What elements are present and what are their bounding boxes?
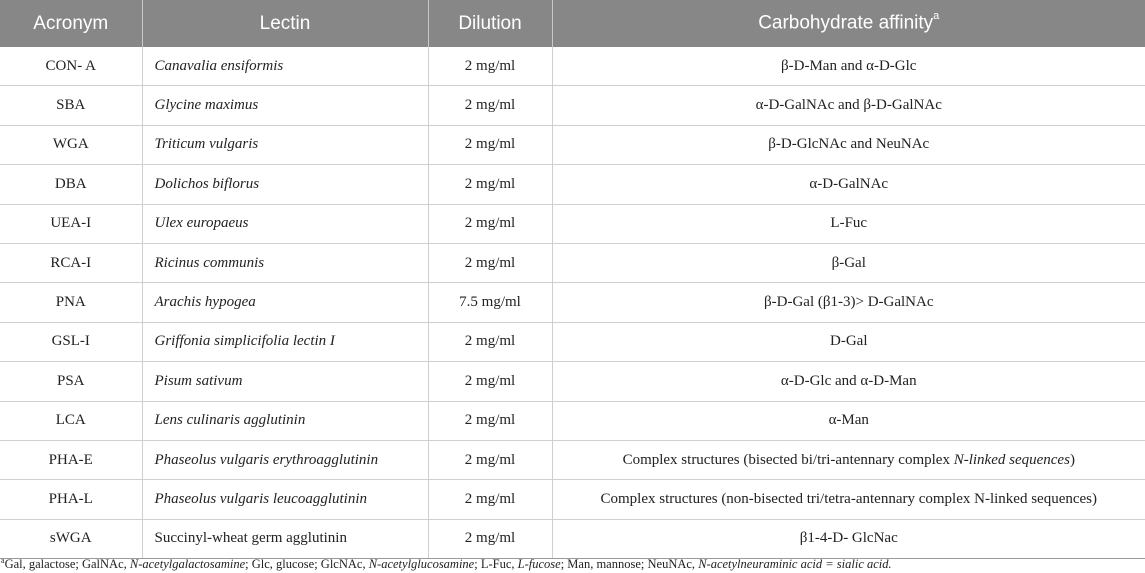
table-row bbox=[0, 125, 1145, 164]
acronym-cell: PSA bbox=[0, 362, 142, 401]
affinity-cell: β-D-Gal (β1-3)> D-GalNAc bbox=[552, 283, 1145, 322]
dilution-cell: 2 mg/ml bbox=[428, 86, 552, 125]
affinity-cell: α-D-GalNAc and β-D-GalNAc bbox=[552, 86, 1145, 125]
table-row bbox=[0, 86, 1145, 125]
table-row bbox=[0, 165, 1145, 204]
lectin-cell: Pisum sativum bbox=[142, 362, 428, 401]
table-row bbox=[0, 204, 1145, 243]
table-row bbox=[0, 480, 1145, 519]
footnote-term-italic: L-fucose bbox=[517, 557, 561, 572]
header-acronym: Acronym bbox=[0, 0, 142, 47]
table-row bbox=[0, 322, 1145, 361]
header-row bbox=[0, 0, 1145, 47]
footnote-term-italic: N-acetylglucosamine bbox=[368, 557, 475, 572]
lectin-cell: Succinyl-wheat germ agglutinin bbox=[142, 519, 428, 558]
table-row bbox=[0, 401, 1145, 440]
affinity-cell: α-D-GalNAc bbox=[552, 165, 1145, 204]
affinity-cell: Complex structures (non-bisected tri/tetra-antennary complex N-linked sequences) bbox=[552, 480, 1145, 519]
dilution-cell: 2 mg/ml bbox=[428, 243, 552, 282]
table-row bbox=[0, 47, 1145, 86]
acronym-cell: PHA-L bbox=[0, 480, 142, 519]
table-row bbox=[0, 243, 1145, 282]
lectin-cell: Arachis hypogea bbox=[142, 283, 428, 322]
table-footnote bbox=[1, 556, 892, 572]
dilution-cell: 2 mg/ml bbox=[428, 165, 552, 204]
affinity-cell bbox=[552, 440, 1145, 479]
lectin-cell: Triticum vulgaris bbox=[142, 125, 428, 164]
affinity-cell: α-Man bbox=[552, 401, 1145, 440]
lectin-cell: Phaseolus vulgaris erythroagglutinin bbox=[142, 440, 428, 479]
acronym-cell: LCA bbox=[0, 401, 142, 440]
acronym-cell: DBA bbox=[0, 165, 142, 204]
footnote-text: ; Glc, glucose; GlcNAc, bbox=[245, 557, 369, 572]
lectin-cell: Griffonia simplicifolia lectin I bbox=[142, 322, 428, 361]
dilution-cell: 2 mg/ml bbox=[428, 204, 552, 243]
dilution-cell: 2 mg/ml bbox=[428, 480, 552, 519]
affinity-cell: β1-4-D- GlcNac bbox=[552, 519, 1145, 558]
footnote-text: ; L-Fuc, bbox=[474, 557, 518, 572]
dilution-cell: 7.5 mg/ml bbox=[428, 283, 552, 322]
acronym-cell: UEA-I bbox=[0, 204, 142, 243]
acronym-cell: RCA-I bbox=[0, 243, 142, 282]
dilution-cell: 2 mg/ml bbox=[428, 125, 552, 164]
affinity-cell: β-D-Man and α-D-Glc bbox=[552, 47, 1145, 86]
lectin-cell: Ulex europaeus bbox=[142, 204, 428, 243]
table-row bbox=[0, 519, 1145, 558]
dilution-cell: 2 mg/ml bbox=[428, 322, 552, 361]
footnote-term-italic: N-acetylneuraminic acid = sialic acid. bbox=[698, 557, 892, 572]
affinity-text-italic: N-linked sequences bbox=[953, 451, 1070, 468]
header-lectin: Lectin bbox=[142, 0, 428, 47]
acronym-cell: GSL-I bbox=[0, 322, 142, 361]
affinity-cell: L-Fuc bbox=[552, 204, 1145, 243]
dilution-cell: 2 mg/ml bbox=[428, 440, 552, 479]
acronym-cell: SBA bbox=[0, 86, 142, 125]
acronym-cell: WGA bbox=[0, 125, 142, 164]
footnote-marker: a bbox=[1, 556, 5, 565]
table-row bbox=[0, 440, 1145, 479]
lectin-cell: Glycine maximus bbox=[142, 86, 428, 125]
lectin-cell: Phaseolus vulgaris leucoagglutinin bbox=[142, 480, 428, 519]
header-affinity-label: Carbohydrate affinity bbox=[758, 12, 934, 34]
acronym-cell: sWGA bbox=[0, 519, 142, 558]
footnote-text: ; Man, mannose; NeuNAc, bbox=[560, 557, 699, 572]
footnote-term-italic: N-acetylgalactosamine bbox=[129, 557, 246, 572]
header-affinity bbox=[552, 0, 1145, 47]
dilution-cell: 2 mg/ml bbox=[428, 362, 552, 401]
lectin-cell: Ricinus communis bbox=[142, 243, 428, 282]
dilution-cell: 2 mg/ml bbox=[428, 47, 552, 86]
acronym-cell: CON- A bbox=[0, 47, 142, 86]
lectin-cell: Lens culinaris agglutinin bbox=[142, 401, 428, 440]
lectin-cell: Canavalia ensiformis bbox=[142, 47, 428, 86]
header-dilution: Dilution bbox=[428, 0, 552, 47]
footnote-text: Gal, galactose; GalNAc, bbox=[4, 557, 130, 572]
table-row bbox=[0, 283, 1145, 322]
affinity-text: ) bbox=[1069, 451, 1075, 468]
dilution-cell: 2 mg/ml bbox=[428, 519, 552, 558]
acronym-cell: PNA bbox=[0, 283, 142, 322]
acronym-cell: PHA-E bbox=[0, 440, 142, 479]
dilution-cell: 2 mg/ml bbox=[428, 401, 552, 440]
affinity-cell: α-D-Glc and α-D-Man bbox=[552, 362, 1145, 401]
affinity-cell: β-Gal bbox=[552, 243, 1145, 282]
table-row bbox=[0, 362, 1145, 401]
affinity-cell: β-D-GlcNAc and NeuNAc bbox=[552, 125, 1145, 164]
affinity-text: Complex structures (bisected bi/tri-antennary complex bbox=[622, 451, 954, 468]
lectin-cell: Dolichos biflorus bbox=[142, 165, 428, 204]
header-affinity-footnote-marker: a bbox=[933, 10, 940, 23]
affinity-cell: D-Gal bbox=[552, 322, 1145, 361]
